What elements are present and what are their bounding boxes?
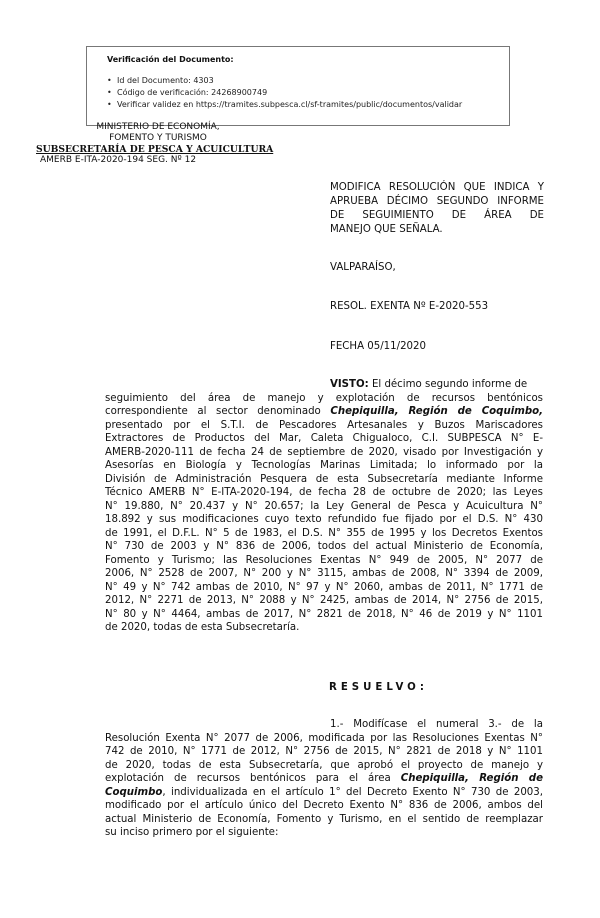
verification-box bbox=[86, 46, 510, 126]
article-1-line: Resolución Exenta N° 2077 de 2006, modificada por las Resoluciones Exentas N° bbox=[105, 732, 543, 744]
visto-line-1: VISTO: El décimo segundo informe de bbox=[330, 379, 528, 390]
visto-line-3: correspondiente al sector denominado Chepiquilla, Región de Coquimbo, bbox=[105, 406, 543, 417]
visto-line: Extractores de Productos del Mar, Caleta Chigualoco, C.I. SUBPESCA N° E- bbox=[105, 433, 543, 444]
visto-line: de 1991, el D.F.L. N° 5 de 1983, el D.S. N° 355 de 1995 y los Decretos Exentos bbox=[105, 527, 543, 539]
visto-line-last: de 2020, todas de esta Subsecretaría. bbox=[105, 622, 300, 633]
subsecretaria-name: SUBSECRETARÍA DE PESCA Y ACUICULTURA bbox=[36, 144, 274, 155]
visto-line: División de Administración Pesquera de esta Subsecretaría mediante Informe bbox=[105, 473, 543, 485]
article-1-line: de 2020, todas de esta Subsecretaría, que aprobó el proyecto de manejo y bbox=[105, 759, 543, 771]
article-1-line: 742 de 2010, N° 1771 de 2012, N° 2756 de 2015, N° 2821 de 2018 y N° 1101 bbox=[105, 746, 543, 757]
visto-line: 18.892 y sus modificaciones cuyo texto refundido fue fijado por el D.S. N° 430 bbox=[105, 514, 543, 525]
visto-line: 2012, N° 2271 de 2013, N° 2088 y N° 2425, ambas de 2014, N° 2756 de 2015, bbox=[105, 595, 543, 606]
bullet-icon: • bbox=[107, 88, 112, 97]
verification-list bbox=[107, 75, 507, 111]
visto-line: Fomento y Turismo; las Resoluciones Exentas N° 949 de 2005, N° 2077 de bbox=[105, 554, 543, 566]
visto-line: 2006, N° 2528 de 2007, N° 200 y N° 3115, ambas de 2008, N° 3394 de 2009, bbox=[105, 568, 543, 579]
resuelvo-heading: RESUELVO: bbox=[329, 682, 428, 693]
subject-line-4: MANEJO QUE SEÑALA. bbox=[330, 224, 443, 235]
subject-line-3: DE SEGUIMIENTO DE ÁREA DE bbox=[330, 210, 544, 221]
place-line: VALPARAÍSO, bbox=[330, 262, 396, 273]
visto-line: Técnico AMERB N° E-ITA-2020-194, de fecha 28 de octubre de 2020; las Leyes bbox=[105, 487, 543, 498]
visto-line: N° 80 y N° 4464, ambas de 2017, N° 2821 de 2018, N° 46 de 2019 y N° 1101 bbox=[105, 608, 543, 620]
verification-item-id: • Id del Documento: 4303 bbox=[107, 76, 214, 85]
document-reference: AMERB E-ITA-2020-194 SEG. Nº 12 bbox=[40, 155, 197, 165]
visto-line: N° 730 de 2003 y N° 836 de 2006, todos del actual Ministerio de Economía, bbox=[105, 541, 543, 552]
article-1-line: actual Ministerio de Economía, Fomento y Turismo, en el sentido de reemplazar bbox=[105, 813, 543, 825]
visto-line: presentado por el S.T.I. de Pescadores Artesanales y Buzos Mariscadores bbox=[105, 419, 543, 431]
visto-paragraph bbox=[105, 378, 543, 635]
verification-title: Verificación del Documento: bbox=[107, 55, 234, 64]
document-subject bbox=[330, 181, 544, 237]
article-1-paragraph bbox=[105, 718, 543, 840]
ministry-header bbox=[36, 122, 296, 166]
article-1-line: modificado por el artículo único del Decreto Exento N° 836 de 2006, ambos del bbox=[105, 800, 543, 811]
article-1-line-1: 1.- Modifícase el numeral 3.- de la bbox=[330, 719, 543, 730]
subject-line-2: APRUEBA DÉCIMO SEGUNDO INFORME bbox=[330, 196, 544, 207]
ministry-name-line1: MINISTERIO DE ECONOMÍA, bbox=[96, 122, 220, 132]
resolution-number: RESOL. EXENTA Nº E-2020-553 bbox=[330, 301, 489, 312]
visto-line: N° 19.880, N° 20.437 y N° 20.657; la Ley General de Pesca y Acuicultura N° bbox=[105, 500, 543, 512]
verification-item-code: • Código de verificación: 24268900749 bbox=[107, 88, 268, 97]
article-1-line-5: explotación de recursos bentónicos para el área Chepiquilla, Región de bbox=[105, 773, 543, 784]
visto-line: Asesorías en Biología y Tecnologías Marinas Limitada; lo informado por la bbox=[105, 460, 543, 471]
ministry-name-line2: FOMENTO Y TURISMO bbox=[109, 133, 207, 143]
visto-line-2: seguimiento del área de manejo y explotación de recursos bentónicos bbox=[105, 392, 543, 404]
article-1-line-last: su inciso primero por el siguiente: bbox=[105, 827, 279, 838]
verification-item-url[interactable]: • Verificar validez en https://tramites.subpesca.cl/sf-tramites/public/documentos/validar bbox=[107, 100, 463, 109]
bullet-icon: • bbox=[107, 100, 112, 109]
bullet-icon: • bbox=[107, 76, 112, 85]
article-1-line-6: Coquimbo, individualizada en el artículo 1° del Decreto Exento N° 730 de 2003, bbox=[105, 786, 543, 798]
subject-line-1: MODIFICA RESOLUCIÓN QUE INDICA Y bbox=[330, 182, 544, 193]
resolution-date: FECHA 05/11/2020 bbox=[330, 341, 426, 352]
visto-line: AMERB-2020-111 de fecha 24 de septiembre de 2020, visado por Investigación y bbox=[105, 446, 543, 458]
visto-line: N° 49 y N° 742 ambas de 2010, N° 97 y N° 2060, ambas de 2011, N° 1771 de bbox=[105, 581, 543, 593]
